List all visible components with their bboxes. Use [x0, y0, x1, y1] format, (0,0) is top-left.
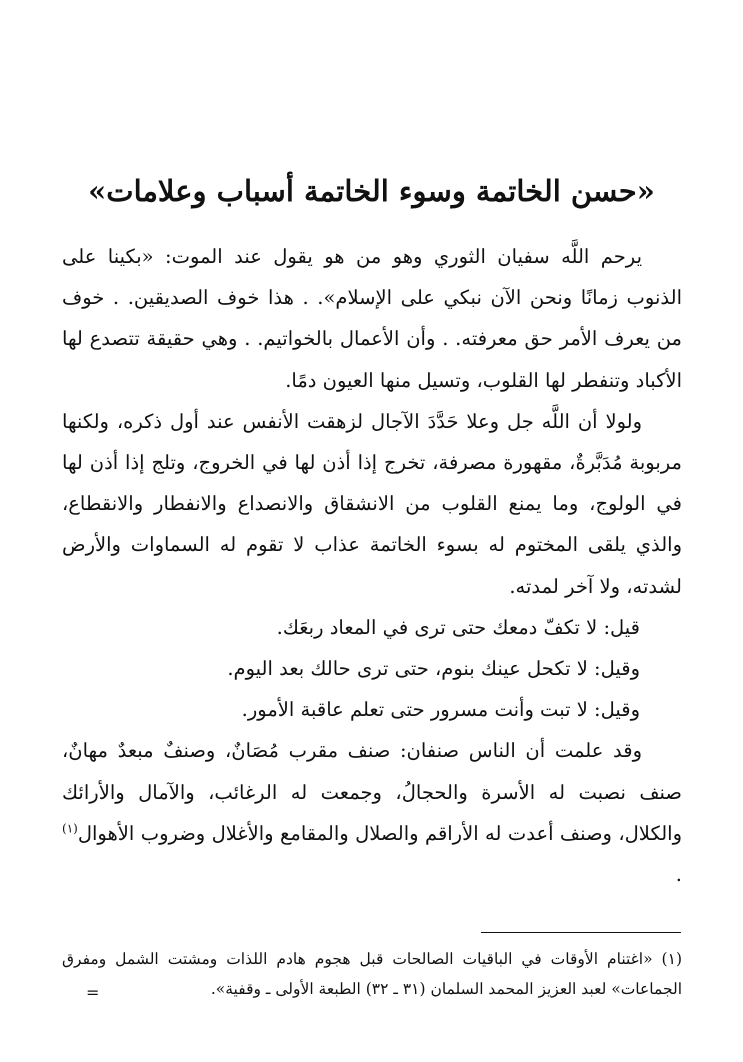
footnote-reference: (١) [62, 821, 78, 836]
body-text [62, 236, 682, 895]
footnote-separator [481, 932, 681, 933]
chapter-title: «حسن الخاتمة وسوء الخاتمة أسباب وعلامات» [88, 174, 655, 209]
footnote-text: (١) «اغتنام الأوقات في الباقيات الصالحات قبل هجوم هادم اللذات ومشتت الشمل ومفرق الجماعات» لعبد العزيز المحمد السلمان (٣١ ـ ٣٢) الطبعة الأولى ـ وقفية». [62, 950, 682, 998]
paragraph-2: ولولا أن اللَّه جل وعلا حَدَّدَ الآجال لزهقت الأنفس عند أول ذكره، ولكنها مربوبة مُدَبَّرةٌ، مقهورة مصرفة، تخرج إذا أذن لها في الخروج، وتلج إذا أذن لها في الولوج، وما يمنع القلوب من الانشقاق والانصداع والانفطار والانقطاع، والذي يلقى المختوم له بسوء الخاتمة عذاب لا تقوم له السماوات والأرض لشدته، ولا آخر لمدته. [62, 409, 682, 598]
saying-2: وقيل: لا تكحل عينك بنوم، حتى ترى حالك بعد اليوم. [227, 657, 640, 681]
saying-3: وقيل: لا تبت وأنت مسرور حتى تعلم عاقبة الأمور. [241, 698, 640, 722]
paragraph-3-text: وقد علمت أن الناس صنفان: صنف مقرب مُصَانٌ، وصنفٌ مبعدٌ مهانٌ، صنف نصبت له الأسرة والحجالُ، وجمعت له الرغائب، والآمال والأرائك والكلال، وصنف أعدت له الأراقم والصلال والمقامع والأغلال وضروب الأهوال [62, 739, 682, 845]
footnote [62, 944, 682, 1004]
continuation-mark: = [86, 983, 100, 1002]
saying-1: قيل: لا تكفّ دمعك حتى ترى في المعاد ربعَك. [276, 615, 640, 639]
paragraph-3 [62, 730, 682, 895]
paragraph-3-end: . [675, 863, 682, 887]
paragraph-1: يرحم اللَّه سفيان الثوري وهو من هو يقول عند الموت: «بكينا على الذنوب زمانًا ونحن الآن نبكي على الإسلام». . هذا خوف الصديقين. . خوف من يعرف الأمر حق معرفته. . وأن الأعمال بالخواتيم. . وهي حقيقة تتصدع لها الأكباد وتنفطر لها القلوب، وتسيل منها العيون دمًا. [62, 245, 682, 392]
